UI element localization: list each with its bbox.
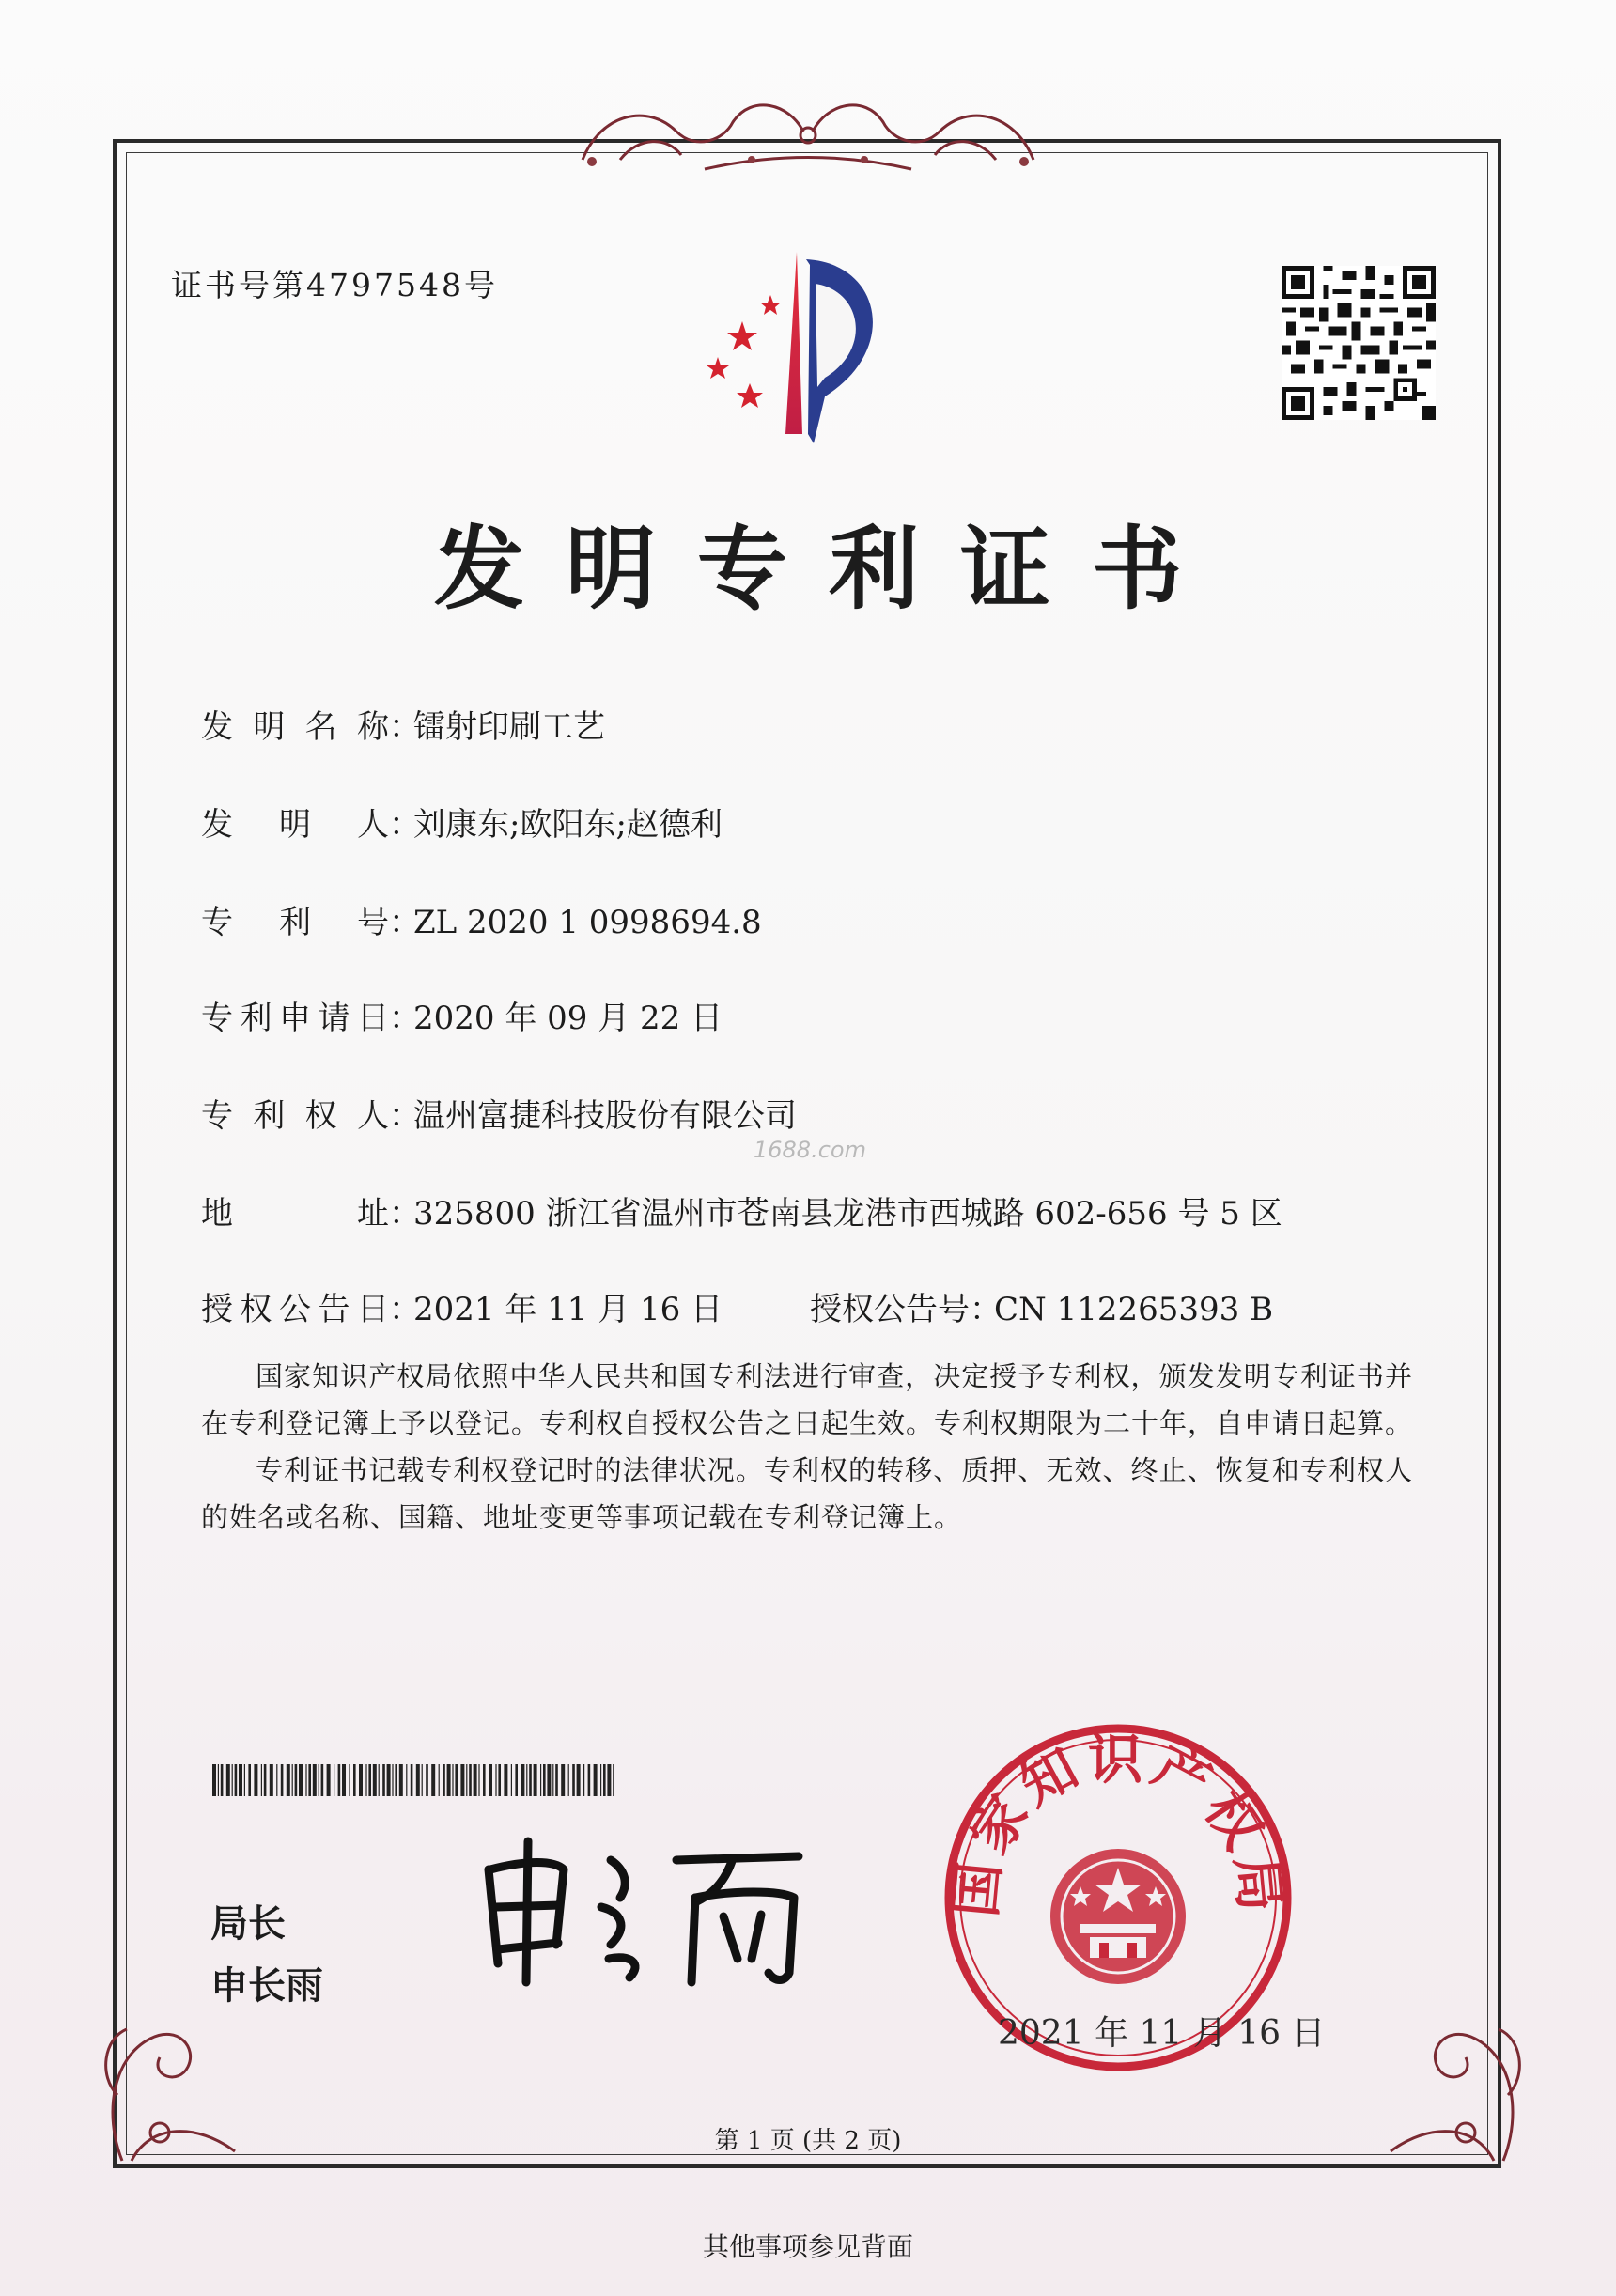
field-invention-name: 发 明 名 称：镭射印刷工艺 [201,701,605,747]
field-value: 温州富捷科技股份有限公司 [413,1097,797,1135]
field-value: 2021 年 11 月 16 日 [413,1291,723,1328]
barcode-icon [212,1764,618,1796]
watermark-1688: 1688.com [754,1137,866,1163]
statement-text [201,1353,1413,1541]
national-emblem-icon [1050,1849,1186,1984]
field-label: 专 利 号 [201,904,389,941]
field-label: 专利申请日 [201,1000,389,1037]
director-title: 局长 [210,1902,286,1946]
seal-date: 2021 年 11 月 16 日 [998,2014,1326,2053]
field-value: 刘康东;欧阳东;赵德利 [413,806,723,844]
top-ornament [564,94,1052,188]
field-label: 发 明 名 称 [201,708,389,746]
field-patent-number: 专 利 号：ZL 2020 1 0998694.8 [201,896,762,942]
field-label: 授权公告日 [201,1291,389,1328]
qr-code-icon [1282,266,1436,420]
statement-paragraph: 国家知识产权局依照中华人民共和国专利法进行审查，决定授予专利权，颁发发明专利证书并在专利登记簿上予以登记。专利权自授权公告之日起生效。专利权期限为二十年，自申请日起算。 [201,1360,1414,1439]
footer-note: 其他事项参见背面 [702,2231,913,2262]
field-patentee: 专 利 权 人：温州富捷科技股份有限公司 [201,1090,797,1136]
field-label: 专 利 权 人 [201,1097,389,1135]
field-value: 2020 年 09 月 22 日 [413,1000,723,1037]
field-value: 325800 浙江省温州市苍南县龙港市西城路 602-656 号 5 区 [413,1195,1282,1233]
statement-paragraph: 专利证书记载专利权登记时的法律状况。专利权的转移、质押、无效、终止、恢复和专利权人的姓名或名称、国籍、地址变更等事项记载在专利登记簿上。 [201,1454,1413,1533]
cnipa-emblem-icon [684,246,928,453]
certificate-number: 证书号第4797548号 [171,267,498,303]
field-application-date: 专利申请日：2020 年 09 月 22 日 [201,992,723,1038]
field-value: CN 112265393 B [994,1291,1274,1328]
field-value: 镭射印刷工艺 [413,708,605,746]
field-value: ZL 2020 1 0998694.8 [413,904,762,941]
director-name: 申长雨 [210,1964,323,2008]
certificate-title: 发明专利证书 [434,516,1223,622]
field-grant-number: 授权公告号：CN 112265393 B [810,1283,1273,1329]
seal-text: 国家知识产权局 [942,1727,1294,1920]
field-label: 授权公告号 [810,1291,970,1328]
field-label: 发 明 人 [201,806,389,844]
field-inventors: 发 明 人：刘康东;欧阳东;赵德利 [201,799,723,845]
field-address: 地 址：325800 浙江省温州市苍南县龙港市西城路 602-656 号 5 区 [201,1187,1282,1233]
field-label: 地 址 [201,1195,389,1233]
field-grant-date: 授权公告日：2021 年 11 月 16 日 [201,1283,723,1329]
director-signature [470,1832,817,1992]
page-indicator: 第 1 页 (共 2 页) [714,2127,902,2155]
